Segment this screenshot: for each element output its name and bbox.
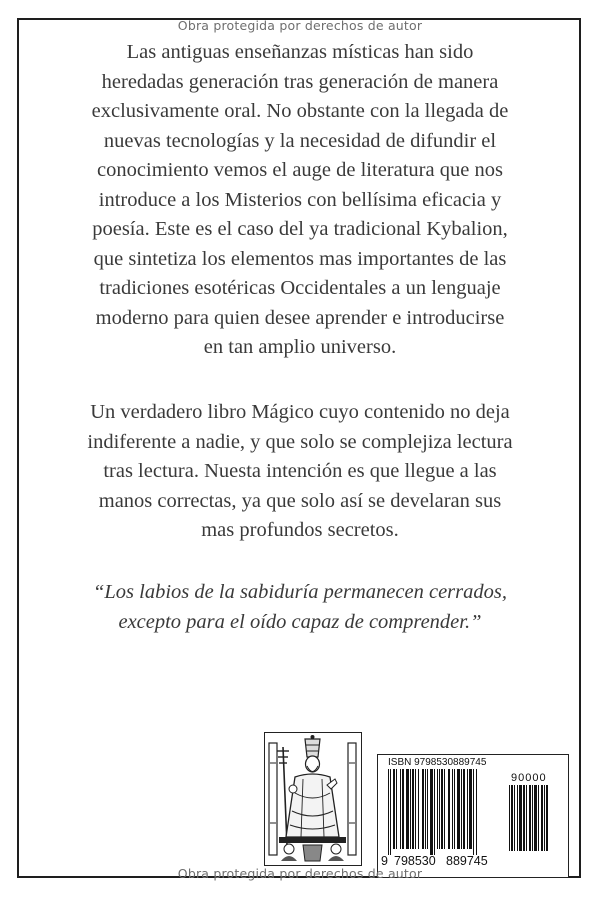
paragraph-line: en tan amplio universo. xyxy=(203,336,397,358)
barcode-bar xyxy=(544,785,545,851)
paragraph-line: poesía. Este es el caso del ya tradicional Kybalion, xyxy=(92,218,508,240)
barcode-bar xyxy=(410,769,411,849)
barcode-bar xyxy=(519,785,522,851)
ean-barcode-bars xyxy=(388,769,506,855)
description-paragraph-2 xyxy=(40,398,560,546)
barcode-bar xyxy=(400,769,401,849)
paragraph-line: moderno para quien desee aprender e introducirse xyxy=(95,306,505,329)
barcode-bar xyxy=(448,769,450,849)
paragraph-line: tras lectura. Nuesta intención es que llegue a las xyxy=(103,460,497,482)
paragraph-line: nuevas tecnologías y la necesidad de difundir el xyxy=(103,129,497,152)
paragraph-line: manos correctas, ya que solo así se develaran sus xyxy=(98,489,502,512)
barcode-bar xyxy=(476,769,477,855)
barcode-bar xyxy=(523,785,525,851)
barcode-bar xyxy=(454,769,455,849)
isbn-label: ISBN 9798530889745 xyxy=(388,757,487,768)
paragraph-line: que sintetiza los elementos mas importantes de las xyxy=(93,247,507,270)
barcode-bar xyxy=(402,769,404,849)
paragraph-line: tradiciones esotéricas Occidentales a un lenguaje xyxy=(99,277,501,299)
barcode-bar xyxy=(517,785,518,851)
paragraph-line: introduce a los Misterios con bellísima eficacia y xyxy=(98,188,502,211)
paragraph-line: exclusivamente oral. No obstante con la llegada de xyxy=(91,100,509,122)
barcode-bar xyxy=(538,785,539,851)
barcode-bar xyxy=(422,769,424,849)
barcode-bar xyxy=(388,769,389,855)
hierophant-illustration xyxy=(264,732,362,866)
barcode-bar xyxy=(396,769,397,849)
barcode-bar xyxy=(415,769,416,849)
barcode-bar xyxy=(427,769,428,849)
barcode-bar xyxy=(406,769,409,849)
barcode-bar xyxy=(457,769,460,849)
barcode-bar xyxy=(467,769,468,849)
barcode-bar xyxy=(526,785,527,851)
barcode-bar xyxy=(439,769,440,849)
price-code: 90000 xyxy=(511,772,547,784)
paragraph-line: heredadas generación tras generación de manera xyxy=(101,70,499,93)
barcode-bar xyxy=(514,785,515,851)
barcode-bar xyxy=(511,785,513,851)
barcode-bar xyxy=(541,785,543,851)
paragraph-line: mas profundos secretos. xyxy=(201,519,399,541)
quote-line: “Los labios de la sabiduría permanecen cerrados, xyxy=(93,581,507,603)
barcode-bar xyxy=(434,769,435,855)
quote-line: excepto para el oído capaz de comprender.” xyxy=(118,610,482,633)
barcode-bar xyxy=(532,785,533,851)
barcode-bar xyxy=(463,769,465,849)
paragraph-line: Un verdadero libro Mágico cuyo contenido no deja xyxy=(90,401,510,423)
barcode-bar xyxy=(390,769,391,855)
barcode-bar xyxy=(534,785,537,851)
hierophant-engraving-image xyxy=(265,733,360,864)
barcode-bar xyxy=(418,769,419,849)
barcode-bar xyxy=(473,769,474,855)
copyright-watermark-bottom: Obra protegida por derechos de autor xyxy=(177,866,423,881)
barcode-bar xyxy=(437,769,438,849)
copyright-watermark-top: Obra protegida por derechos de autor xyxy=(177,18,423,33)
barcode-bar xyxy=(469,769,472,849)
isbn-digit-group-2: 889745 xyxy=(446,854,488,868)
paragraph-line: Las antiguas enseñanzas místicas han sido xyxy=(126,41,474,63)
barcode-bar xyxy=(461,769,462,849)
kybalion-quote xyxy=(40,578,560,637)
barcode-bar xyxy=(529,785,531,851)
isbn-digit-first: 9 xyxy=(381,854,388,868)
isbn-barcode xyxy=(377,754,569,878)
isbn-digit-group-1: 798530 xyxy=(394,854,436,868)
paragraph-line: indiferente a nadie, y que solo se complejiza lectura xyxy=(87,430,513,453)
barcode-bar xyxy=(546,785,548,851)
addon-barcode-bars xyxy=(509,785,561,855)
barcode-bar xyxy=(430,769,433,855)
barcode-bar xyxy=(393,769,395,849)
description-paragraph-1 xyxy=(40,38,560,363)
paragraph-line: conocimiento vemos el auge de literatura que nos xyxy=(97,159,503,181)
barcode-bar xyxy=(441,769,443,849)
barcode-bar xyxy=(425,769,426,849)
barcode-bar xyxy=(452,769,453,849)
barcode-bar xyxy=(444,769,445,849)
barcode-bar xyxy=(509,785,510,851)
barcode-bar xyxy=(412,769,414,849)
